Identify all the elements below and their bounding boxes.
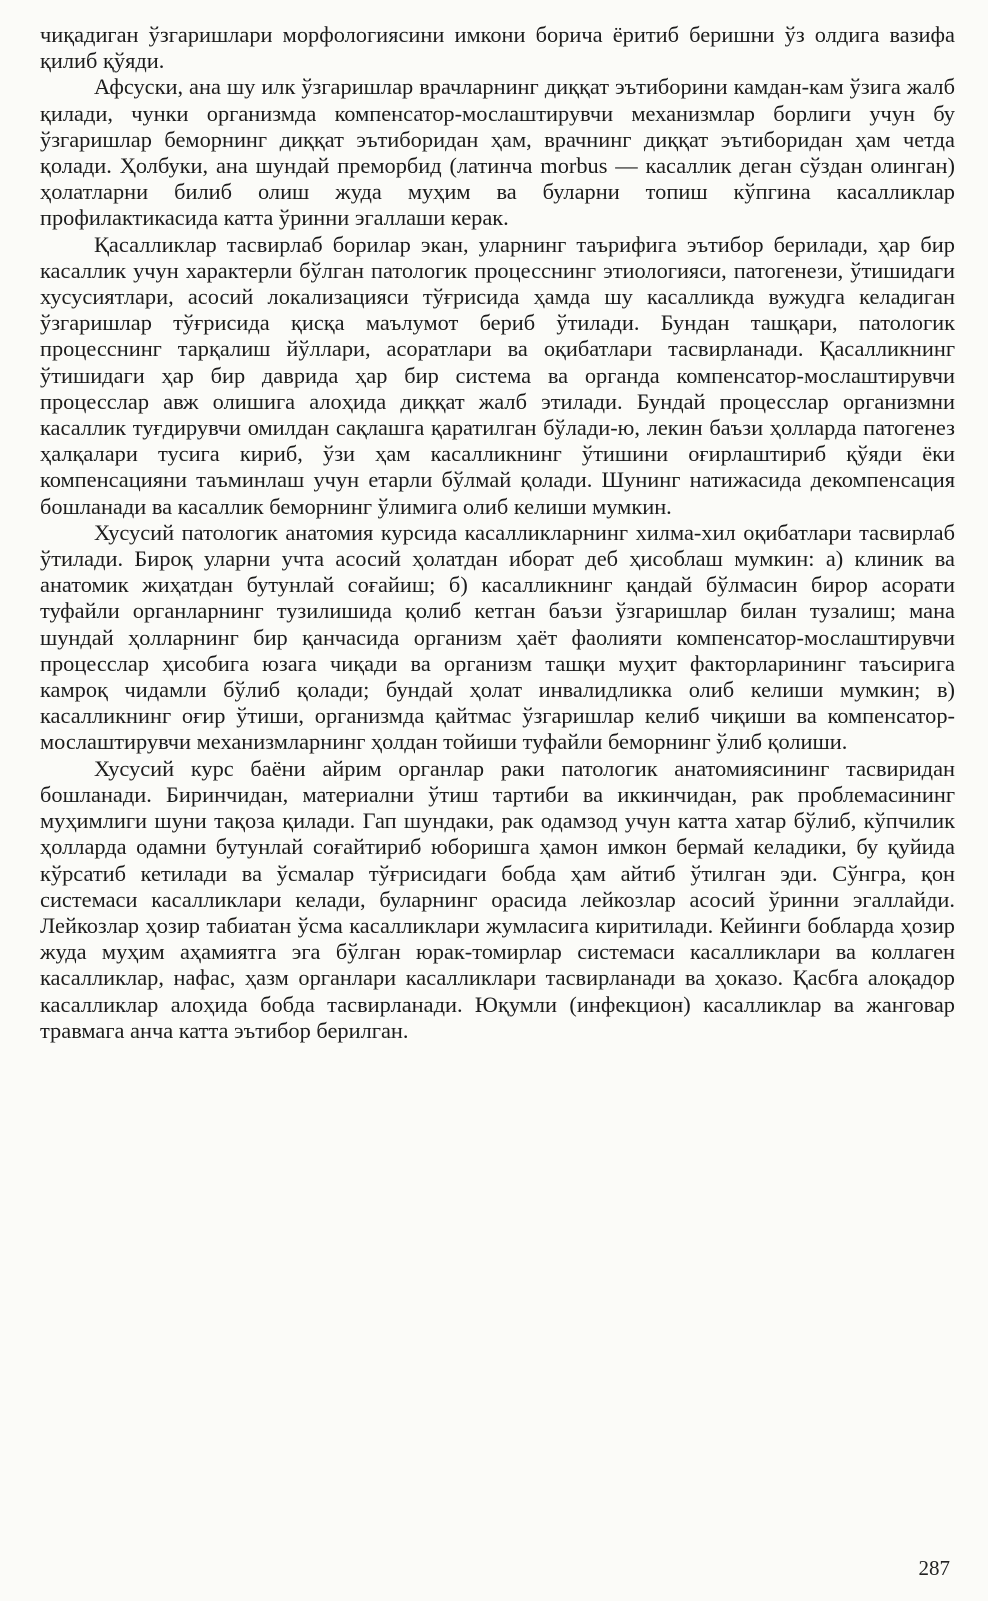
paragraph-2: Афсуски, ана шу илк ўзгаришлар врачларнинг диққат эътиборини камдан-кам ўзига жалб қилади, чунки организмда компенсатор-мослаштирувчи механизмлар борлиги учун бу ўзгаришлар беморнинг диққат эътиборидан ҳам, врачнинг диққат эътиборидан ҳам четда қолади. Ҳолбуки, ана шундай преморбид (латинча morbus — касаллик деган сўздан олинган) ҳолатларни билиб олиш жуда муҳим ва буларни топиш кўпгина касалликлар профилактикасида катта ўринни эгаллаши керак. (40, 74, 955, 231)
page-body (40, 22, 955, 1044)
page-number: 287 (918, 1556, 950, 1580)
paragraph-5: Хусусий курс баёни айрим органлар раки патологик анатомиясининг тасвиридан бошланади. Биринчидан, материални ўтиш тартиби ва иккинчидан, рак проблемасининг муҳимлиги шуни тақоза қилади. Гап шундаки, рак одамзод учун катта хатар бўлиб, кўпчилик ҳолларда одамни бутунлай соғайтириб юборишга ҳамон имкон бермай келадики, бу қуйида кўрсатиб кетилади ва ўсмалар тўғрисидаги бобда ҳам айтиб ўтилган эди. Сўнгра, қон системаси касалликлари келади, буларнинг орасида лейкозлар асосий ўринни эгаллайди. Лейкозлар ҳозир табиатан ўсма касалликлари жумласига киритилади. Кейинги бобларда ҳозир жуда муҳим аҳамиятга эга бўлган юрак-томирлар системаси касалликлари ва коллаген касалликлар, нафас, ҳазм органлари касалликлари тасвирланади ва ҳоказо. Қасбга алоқадор касалликлар алоҳида бобда тасвирланади. Юқумли (инфекцион) касалликлар ва жанговар травмага анча катта эътибор берилган. (40, 755, 955, 1043)
paragraph-4: Хусусий патологик анатомия курсида касалликларнинг хилма-хил оқибатлари тасвирлаб ўтилади. Бироқ уларни учта асосий ҳолатдан иборат деб ҳисоблаш мумкин: а) клиник ва анатомик жиҳатдан бутунлай соғайиш; б) касалликнинг қандай бўлмасин бирор асорати туфайли органларнинг тузилишида қолиб кетган баъзи ўзгаришлар билан тузалиш; мана шундай ҳолларнинг бир қанчасида организм ҳаёт фаолияти компенсатор-мослаштирувчи процесслар ҳисобига юзага чиқади ва организм ташқи муҳит факторларининг таъсирига камроқ чидамли бўлиб қолади; бундай ҳолат инвалидликка олиб келиши мумкин; в) касалликнинг оғир ўтиши, организмда қайтмас ўзгаришлар келиб чиқиши ва компенсатор-мослаштирувчи механизмларнинг ҳолдан тойиши туфайли беморнинг ўлиб қолиши. (40, 519, 955, 755)
paragraph-3: Қасалликлар тасвирлаб борилар экан, уларнинг таърифига эътибор берилади, ҳар бир касаллик учун характерли бўлган патологик процесснинг этиологияси, патогенези, ўтишидаги хусусиятлари, асосий локализацияси тўғрисида ҳамда шу касалликда вужудга келадиган ўзгаришлар тўғрисида қисқа маълумот бериб ўтилади. Бундан ташқари, патологик процесснинг тарқалиш йўллари, асоратлари ва оқибатлари тасвирланади. Қасалликнинг ўтишидаги ҳар бир даврида ҳар бир система ва органда компенсатор-мослаштирувчи процесслар авж олишига алоҳида диққат жалб этилади. Бундай процесслар организмни касаллик туғдирувчи омилдан сақлашга қаратилган бўлади-ю, лекин баъзи ҳолларда патогенез ҳалқалари тусига кириб, ўзи ҳам касалликнинг ўтишини оғирлаштириб қўяди ёки компенсацияни таъминлаш учун етарли бўлмай қолади. Шунинг натижасида декомпенсация бошланади ва касаллик беморнинг ўлимига олиб келиши мумкин. (40, 231, 955, 519)
paragraph-1: чиқадиган ўзгаришлари морфологиясини имкони борича ёритиб беришни ўз олдига вазифа қилиб қўяди. (40, 22, 955, 74)
